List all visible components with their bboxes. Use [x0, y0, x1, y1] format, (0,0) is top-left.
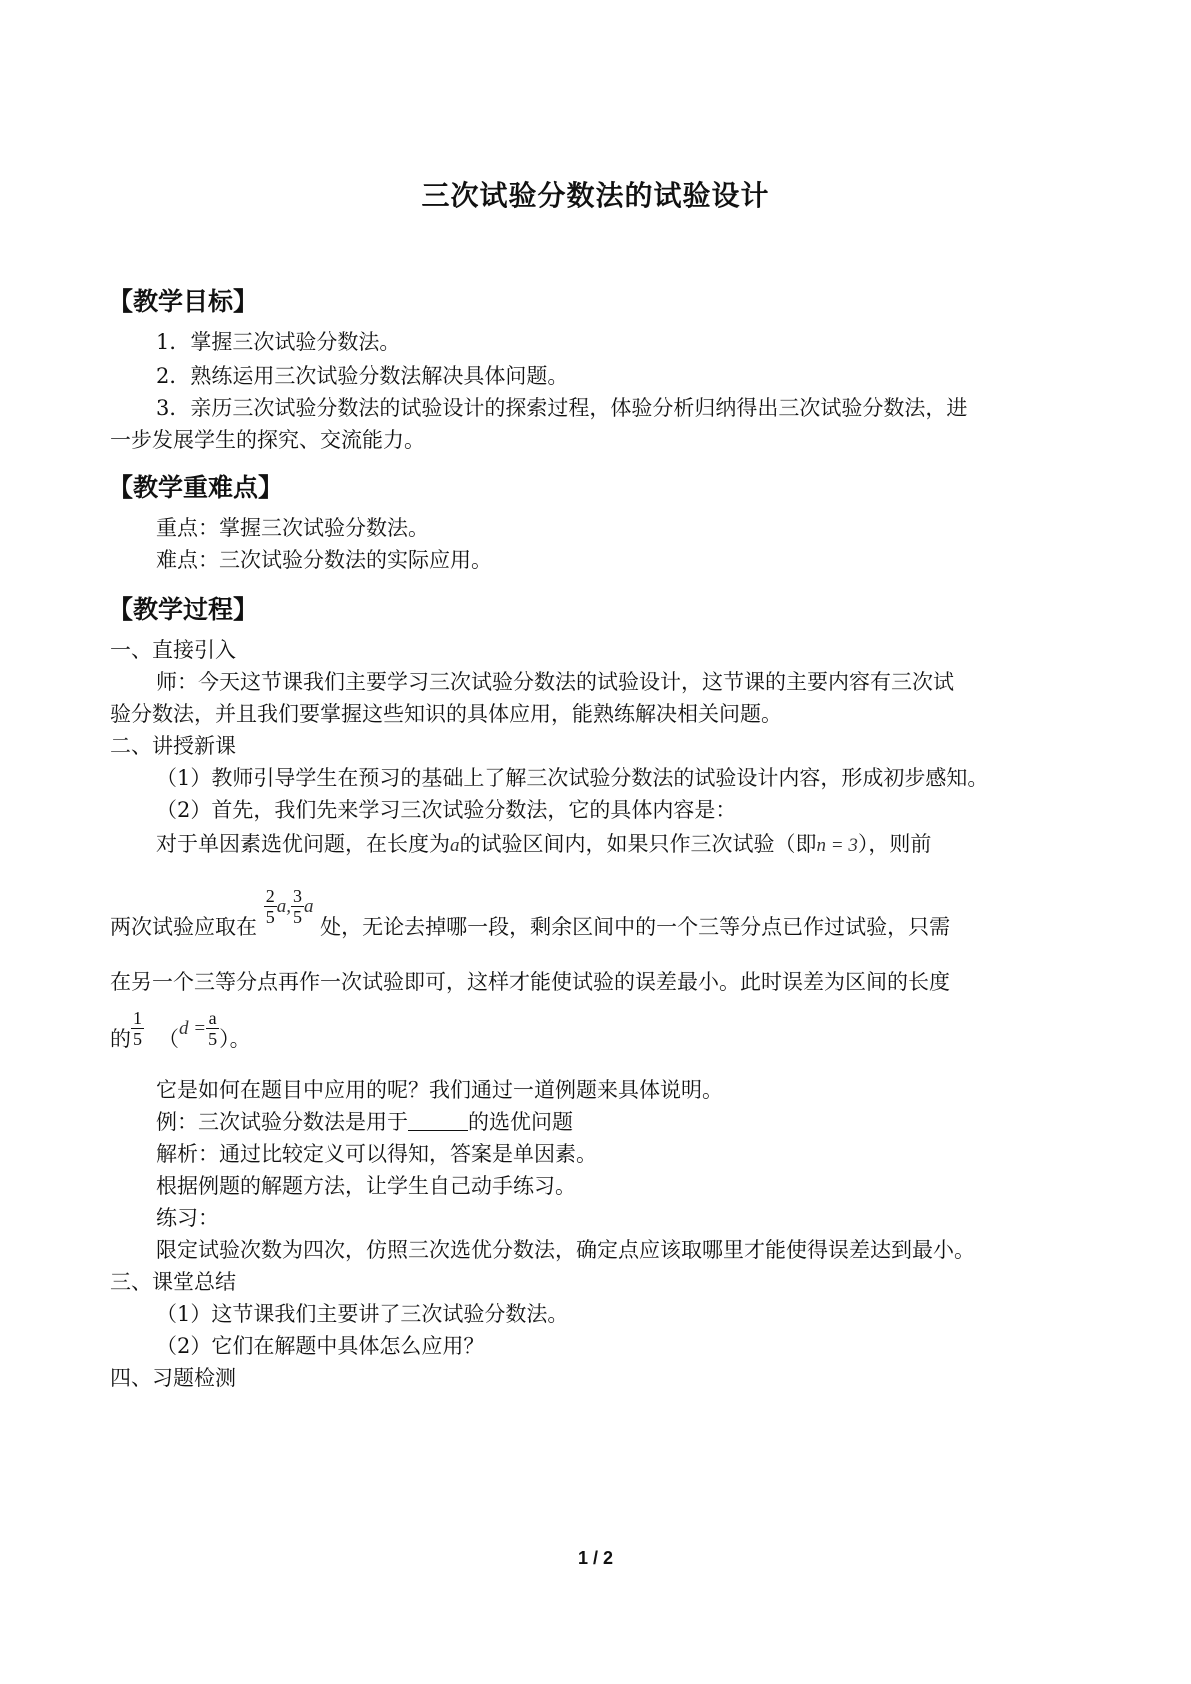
fraction-two-fifths-tail: a, [276, 896, 291, 917]
process-s2-example [156, 1108, 573, 1136]
fraction-three-fifths [291, 886, 304, 927]
fraction-two-fifths [264, 886, 277, 927]
process-section-2-title: 二、讲授新课 [110, 734, 236, 758]
definition-text-a: 对于单因素选优问题，在长度为 [156, 832, 450, 856]
process-s2-definition-line-1 [156, 830, 931, 860]
fraction-denominator: 5 [133, 1029, 142, 1049]
definition-text-c: ），则前 [857, 832, 932, 856]
keypoint-key: 重点：掌握三次试验分数法。 [156, 516, 429, 540]
paren-close: ）。 [219, 1027, 251, 1051]
process-s2-practice-label: 练习： [156, 1206, 219, 1230]
process-s2-application-intro: 它是如何在题目中应用的呢？我们通过一道例题来具体说明。 [156, 1078, 723, 1102]
fraction-a-over-5 [206, 1008, 219, 1049]
definition-text-b: 的试验区间内，如果只作三次试验（即 [459, 832, 817, 856]
process-s2-practice-question: 限定试验次数为四次，仿照三次选优分数法，确定点应该取哪里才能使得误差达到最小。 [156, 1238, 975, 1262]
definition-text-f: 的 [110, 1027, 131, 1051]
fraction-denominator: 5 [265, 907, 275, 927]
fraction-numerator: 2 [265, 886, 275, 906]
page-title: 三次试验分数法的试验设计 [421, 179, 770, 212]
goal-item-2: 2．熟练运用三次试验分数法解决具体问题。 [156, 364, 569, 388]
process-s3-item-1: （1）这节课我们主要讲了三次试验分数法。 [156, 1302, 569, 1326]
paren-open: （ [158, 1027, 179, 1051]
section-heading-process: 【教学过程】 [108, 595, 259, 624]
page-number: 1 / 2 [577, 1548, 614, 1568]
fraction-numerator: 1 [133, 1008, 142, 1028]
goal-item-3-line-1: 3．亲历三次试验分数法的试验设计的探索过程，体验分析归纳得出三次试验分数法，进 [156, 396, 968, 420]
process-s2-item-2: （2）首先，我们先来学习三次试验分数法，它的具体内容是： [156, 798, 737, 822]
answer-blank [408, 1110, 468, 1131]
process-section-3-title: 三、课堂总结 [110, 1270, 236, 1294]
definition-text-d: 两次试验应取在 [110, 915, 257, 939]
definition-text-e: 处，无论去掉哪一段，剩余区间中的一个三等分点已作过试验，只需 [320, 915, 951, 939]
goal-item-3-line-2: 一步发展学生的探究、交流能力。 [110, 428, 425, 452]
process-s2-definition-line-2 [110, 886, 951, 949]
section-heading-keypoints: 【教学重难点】 [108, 473, 284, 502]
equation-d-equals: d = [179, 1018, 207, 1039]
process-s2-definition-line-3: 在另一个三等分点再作一次试验即可，这样才能使试验的误差最小。此时误差为区间的长度 [110, 970, 950, 994]
example-text-b: 的选优问题 [468, 1110, 573, 1134]
keypoint-difficult: 难点：三次试验分数法的实际应用。 [156, 548, 492, 572]
process-s2-practice-intro: 根据例题的解题方法，让学生自己动手练习。 [156, 1174, 576, 1198]
process-s1-paragraph-line-2: 验分数法，并且我们要掌握这些知识的具体应用，能熟练解决相关问题。 [110, 702, 782, 726]
fraction-denominator: 5 [208, 1029, 218, 1049]
fraction-numerator: a [206, 1008, 219, 1029]
process-section-1-title: 一、直接引入 [110, 638, 236, 662]
process-s3-item-2: （2）它们在解题中具体怎么应用？ [156, 1334, 485, 1358]
fraction-numerator: 3 [292, 886, 302, 906]
example-text-a: 例：三次试验分数法是用于 [156, 1110, 408, 1134]
equation-n-equals-3: n = 3 [816, 835, 858, 856]
goal-item-1: 1．掌握三次试验分数法。 [156, 330, 401, 354]
fraction-one-fifth [131, 1008, 144, 1049]
process-s2-analysis: 解析：通过比较定义可以得知，答案是单因素。 [156, 1142, 597, 1166]
variable-a: a [450, 835, 460, 856]
fraction-denominator: 5 [292, 907, 302, 927]
process-section-4-title: 四、习题检测 [110, 1366, 236, 1390]
fraction-three-fifths-tail: a [303, 896, 314, 917]
section-heading-goals: 【教学目标】 [108, 287, 259, 316]
process-s2-item-1: （1）教师引导学生在预习的基础上了解三次试验分数法的试验设计内容，形成初步感知。 [156, 766, 989, 790]
process-s2-definition-line-4 [110, 1008, 251, 1061]
process-s1-paragraph-line-1: 师：今天这节课我们主要学习三次试验分数法的试验设计，这节课的主要内容有三次试 [156, 670, 954, 694]
